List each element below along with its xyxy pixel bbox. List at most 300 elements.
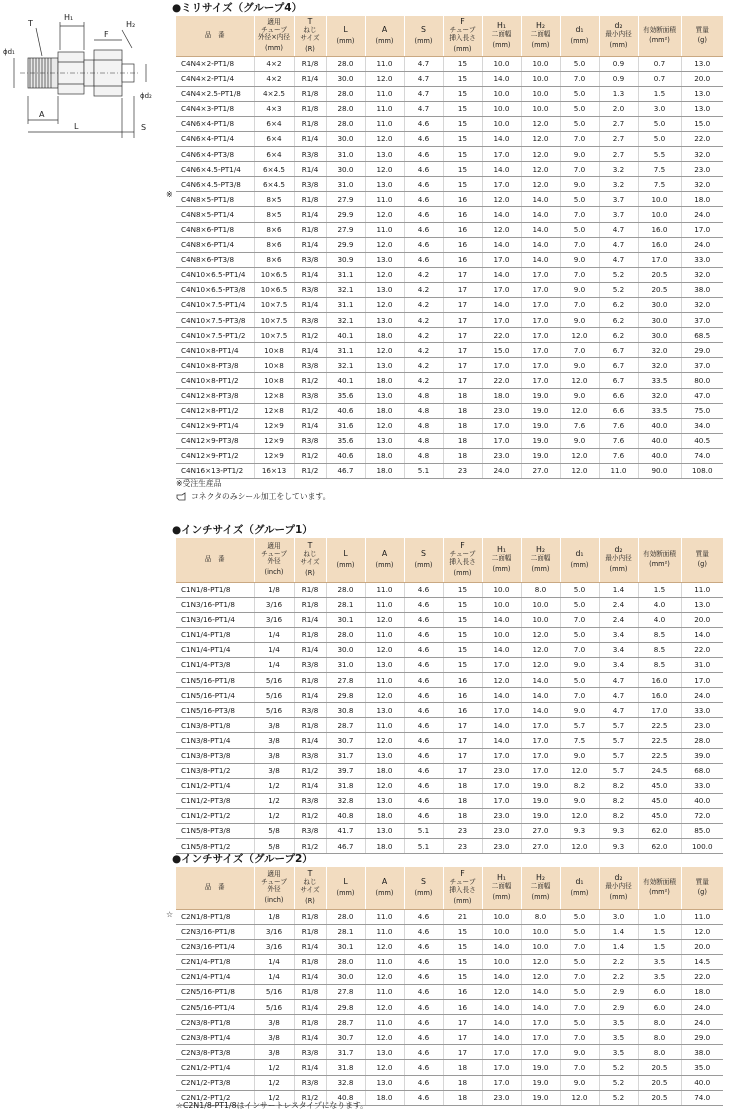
cell-mass: 17.0 — [681, 673, 723, 688]
cell-a: 11.0 — [365, 909, 404, 924]
cell-h2: 12.0 — [521, 147, 560, 162]
cell-area: 16.0 — [638, 688, 681, 703]
cell-tube-size: 3/8 — [254, 1030, 294, 1045]
cell-s: 4.6 — [404, 131, 443, 146]
cell-h1: 14.0 — [482, 267, 521, 282]
table-row — [176, 1075, 723, 1090]
cell-thread-size: R1/8 — [294, 718, 326, 733]
cell-h2: 17.0 — [521, 358, 560, 373]
cell-thread-size: R3/8 — [294, 703, 326, 718]
cell-h2: 17.0 — [521, 298, 560, 313]
cell-code: C4N6×4-PT3/8 — [176, 147, 254, 162]
cell-a: 12.0 — [365, 1030, 404, 1045]
cell-mass: 20.0 — [681, 939, 723, 954]
cell-l: 28.1 — [326, 924, 365, 939]
cell-mass: 24.0 — [681, 207, 723, 222]
cell-h2: 19.0 — [521, 1075, 560, 1090]
cell-h1: 17.0 — [482, 252, 521, 267]
cell-h2: 17.0 — [521, 328, 560, 343]
cell-tube-size: 12×8 — [254, 403, 294, 418]
cell-a: 13.0 — [365, 824, 404, 839]
col-header-line: チューブ — [449, 878, 476, 887]
cell-h2: 19.0 — [521, 448, 560, 463]
cell-code: C2N1/4-PT1/4 — [176, 969, 254, 984]
cell-l: 27.8 — [326, 673, 365, 688]
col-header-line: (mm²) — [649, 888, 670, 897]
cell-h2: 10.0 — [521, 71, 560, 86]
cell-l: 27.8 — [326, 984, 365, 999]
cell-s: 4.6 — [404, 688, 443, 703]
cell-d2: 6.7 — [599, 373, 638, 388]
col-header-line: (mm) — [414, 36, 433, 45]
cell-a: 12.0 — [365, 267, 404, 282]
cell-code: C2N1/4-PT1/8 — [176, 954, 254, 969]
cell-thread-size: R3/8 — [294, 824, 326, 839]
col-header-s — [404, 16, 443, 56]
cell-mass: 22.0 — [681, 969, 723, 984]
cell-d2: 1.3 — [599, 86, 638, 101]
col-header-s — [404, 867, 443, 909]
cell-tube-size: 5/16 — [254, 703, 294, 718]
cell-h1: 22.0 — [482, 328, 521, 343]
cell-tube-size: 10×8 — [254, 358, 294, 373]
cell-s: 4.7 — [404, 86, 443, 101]
cell-a: 13.0 — [365, 703, 404, 718]
col-header-line: A — [381, 548, 388, 558]
cell-h2: 17.0 — [521, 763, 560, 778]
table-row — [176, 282, 723, 297]
cell-d2: 2.7 — [599, 116, 638, 131]
cell-d1: 8.2 — [560, 778, 599, 793]
cell-s: 4.2 — [404, 343, 443, 358]
cell-l: 31.1 — [326, 298, 365, 313]
cell-f: 15 — [443, 954, 482, 969]
cell-f: 15 — [443, 969, 482, 984]
cell-tube-size: 1/2 — [254, 1060, 294, 1075]
cell-d2: 4.7 — [599, 222, 638, 237]
col-header-tube-size — [254, 867, 294, 909]
cell-mass: 13.0 — [681, 56, 723, 71]
cell-code: C4N8×5-PT1/8 — [176, 192, 254, 207]
cell-area: 17.0 — [638, 703, 681, 718]
cell-s: 4.6 — [404, 222, 443, 237]
cell-code: C4N4×2-PT1/4 — [176, 71, 254, 86]
cell-s: 4.2 — [404, 358, 443, 373]
col-header-area — [638, 538, 681, 582]
cell-mass: 22.0 — [681, 131, 723, 146]
cell-mass: 11.0 — [681, 909, 723, 924]
cell-s: 4.6 — [404, 1015, 443, 1030]
spec-table-inch-group2 — [176, 867, 723, 1106]
cell-h1: 14.0 — [482, 1000, 521, 1015]
col-header-line: d₁ — [575, 24, 584, 34]
spec-table-inch-group1 — [176, 538, 723, 854]
cell-code: C1N5/8-PT3/8 — [176, 824, 254, 839]
table-row — [176, 642, 723, 657]
cell-area: 0.7 — [638, 56, 681, 71]
cell-d2: 11.0 — [599, 464, 638, 479]
col-header-a — [365, 538, 404, 582]
insertless-mark: ☆ — [166, 910, 174, 919]
cell-l: 28.0 — [326, 627, 365, 642]
cell-code: C4N10×7.5-PT1/4 — [176, 298, 254, 313]
cell-a: 12.0 — [365, 939, 404, 954]
cell-h2: 10.0 — [521, 101, 560, 116]
cell-h1: 23.0 — [482, 403, 521, 418]
cell-f: 15 — [443, 582, 482, 597]
cell-area: 5.5 — [638, 147, 681, 162]
cell-h2: 17.0 — [521, 373, 560, 388]
cell-thread-size: R3/8 — [294, 147, 326, 162]
cell-s: 4.6 — [404, 116, 443, 131]
cell-s: 4.6 — [404, 597, 443, 612]
cell-l: 41.7 — [326, 824, 365, 839]
cell-mass: 108.0 — [681, 464, 723, 479]
cell-f: 17 — [443, 373, 482, 388]
col-header-line: L — [343, 24, 348, 34]
table-row — [176, 403, 723, 418]
cell-d1: 7.0 — [560, 237, 599, 252]
note-seal-text: コネクタのみシール加工をしています。 — [191, 492, 331, 501]
cell-s: 4.6 — [404, 582, 443, 597]
cell-tube-size: 1/2 — [254, 1075, 294, 1090]
cell-f: 16 — [443, 192, 482, 207]
cell-s: 4.6 — [404, 984, 443, 999]
col-header-line: 最小内径 — [605, 30, 632, 39]
cell-tube-size: 8×5 — [254, 207, 294, 222]
cell-l: 32.8 — [326, 793, 365, 808]
cell-a: 18.0 — [365, 448, 404, 463]
col-header-h1 — [482, 867, 521, 909]
cell-d1: 7.0 — [560, 267, 599, 282]
cell-f: 16 — [443, 688, 482, 703]
cell-h2: 17.0 — [521, 748, 560, 763]
cell-mass: 100.0 — [681, 839, 723, 854]
diagram-label-a: A — [39, 110, 45, 119]
table-row — [176, 418, 723, 433]
table-row — [176, 358, 723, 373]
cell-area: 1.5 — [638, 582, 681, 597]
cell-thread-size: R1/4 — [294, 939, 326, 954]
cell-h2: 17.0 — [521, 733, 560, 748]
cell-a: 11.0 — [365, 222, 404, 237]
col-header-line: 二面幅 — [491, 30, 512, 39]
col-header-line: L — [343, 876, 348, 886]
cell-f: 15 — [443, 71, 482, 86]
cell-s: 4.6 — [404, 627, 443, 642]
cell-f: 15 — [443, 162, 482, 177]
cell-mass: 80.0 — [681, 373, 723, 388]
table-row — [176, 222, 723, 237]
cell-s: 4.2 — [404, 267, 443, 282]
cell-mass: 11.0 — [681, 582, 723, 597]
cell-h1: 17.0 — [482, 1045, 521, 1060]
col-header-thread-size — [294, 538, 326, 582]
cell-h2: 17.0 — [521, 282, 560, 297]
col-header-line: (inch) — [264, 895, 284, 904]
cell-h2: 14.0 — [521, 703, 560, 718]
cell-h1: 23.0 — [482, 1090, 521, 1105]
cell-s: 4.6 — [404, 909, 443, 924]
cell-d2: 3.7 — [599, 192, 638, 207]
cell-h2: 14.0 — [521, 192, 560, 207]
cell-d2: 5.2 — [599, 1090, 638, 1105]
cell-h1: 17.0 — [482, 1060, 521, 1075]
cell-f: 15 — [443, 627, 482, 642]
cell-d1: 5.0 — [560, 984, 599, 999]
table-row — [176, 718, 723, 733]
cell-thread-size: R1/8 — [294, 924, 326, 939]
col-header-line: F — [460, 17, 465, 27]
cell-a: 13.0 — [365, 313, 404, 328]
cell-d1: 12.0 — [560, 403, 599, 418]
col-header-line: 質量 — [695, 549, 709, 558]
cell-mass: 13.0 — [681, 86, 723, 101]
cell-code: C2N3/8-PT1/8 — [176, 1015, 254, 1030]
cell-h1: 14.0 — [482, 207, 521, 222]
cell-f: 16 — [443, 237, 482, 252]
cell-a: 12.0 — [365, 688, 404, 703]
cell-l: 31.0 — [326, 657, 365, 672]
col-header-line: (mm) — [336, 888, 355, 897]
cell-d2: 5.7 — [599, 718, 638, 733]
cell-a: 11.0 — [365, 954, 404, 969]
cell-d2: 6.2 — [599, 313, 638, 328]
col-header-h2 — [521, 16, 560, 56]
col-header-thread-size — [294, 867, 326, 909]
col-header-line: T — [307, 541, 313, 551]
table-row — [176, 924, 723, 939]
cell-area: 22.5 — [638, 718, 681, 733]
cell-code: C1N3/8-PT3/8 — [176, 748, 254, 763]
cell-a: 13.0 — [365, 433, 404, 448]
cell-code: C4N4×2.5-PT1/8 — [176, 86, 254, 101]
cell-l: 40.8 — [326, 808, 365, 823]
col-header-line: 最小内径 — [605, 554, 632, 563]
cell-thread-size: R1/2 — [294, 763, 326, 778]
table-row — [176, 763, 723, 778]
cell-h2: 12.0 — [521, 627, 560, 642]
cell-d2: 5.7 — [599, 733, 638, 748]
cell-h2: 12.0 — [521, 177, 560, 192]
cell-h2: 19.0 — [521, 388, 560, 403]
cell-a: 18.0 — [365, 763, 404, 778]
cell-d2: 2.2 — [599, 954, 638, 969]
cell-d2: 6.6 — [599, 388, 638, 403]
cell-area: 20.5 — [638, 1060, 681, 1075]
col-header-line: (mm) — [492, 892, 511, 901]
cell-mass: 20.0 — [681, 71, 723, 86]
cell-f: 17 — [443, 1045, 482, 1060]
cell-d2: 3.0 — [599, 909, 638, 924]
cell-s: 4.8 — [404, 388, 443, 403]
cell-s: 4.6 — [404, 969, 443, 984]
cell-thread-size: R3/8 — [294, 1045, 326, 1060]
cell-h1: 14.0 — [482, 237, 521, 252]
cell-tube-size: 12×8 — [254, 388, 294, 403]
cell-h2: 17.0 — [521, 1045, 560, 1060]
cell-h2: 14.0 — [521, 237, 560, 252]
cell-code: C4N8×5-PT1/4 — [176, 207, 254, 222]
col-header-line: ねじ — [303, 878, 317, 887]
cell-code: C2N5/16-PT1/4 — [176, 1000, 254, 1015]
cell-l: 46.7 — [326, 464, 365, 479]
cell-h2: 27.0 — [521, 839, 560, 854]
col-header-line: サイズ — [300, 885, 320, 894]
cell-tube-size: 4×2 — [254, 56, 294, 71]
cell-f: 15 — [443, 177, 482, 192]
cell-h2: 12.0 — [521, 642, 560, 657]
cell-s: 4.6 — [404, 1045, 443, 1060]
cell-d2: 2.7 — [599, 131, 638, 146]
cell-area: 6.0 — [638, 1000, 681, 1015]
cell-d2: 2.4 — [599, 612, 638, 627]
cell-d1: 7.0 — [560, 939, 599, 954]
cell-h2: 8.0 — [521, 909, 560, 924]
cell-f: 17 — [443, 343, 482, 358]
cell-thread-size: R3/8 — [294, 388, 326, 403]
col-header-line: (inch) — [264, 567, 284, 576]
col-header-thread-size — [294, 16, 326, 56]
cell-a: 11.0 — [365, 627, 404, 642]
cell-mass: 68.0 — [681, 763, 723, 778]
cell-d1: 12.0 — [560, 373, 599, 388]
cell-thread-size: R3/8 — [294, 313, 326, 328]
cell-d1: 5.0 — [560, 924, 599, 939]
col-header-line: (mm) — [492, 564, 511, 573]
cell-tube-size: 1/4 — [254, 642, 294, 657]
cell-area: 30.0 — [638, 298, 681, 313]
cell-tube-size: 1/4 — [254, 627, 294, 642]
section-title-metric-group4: ●ミリサイズ（グループ4） — [172, 2, 303, 14]
cell-tube-size: 1/2 — [254, 793, 294, 808]
cell-f: 15 — [443, 116, 482, 131]
cell-l: 30.9 — [326, 252, 365, 267]
cell-code: C4N10×6.5-PT3/8 — [176, 282, 254, 297]
cell-area: 8.0 — [638, 1015, 681, 1030]
cell-h1: 23.0 — [482, 763, 521, 778]
cell-d1: 5.0 — [560, 192, 599, 207]
cell-f: 18 — [443, 808, 482, 823]
table-row — [176, 162, 723, 177]
cell-h2: 19.0 — [521, 1090, 560, 1105]
table-row — [176, 71, 723, 86]
cell-h1: 17.0 — [482, 177, 521, 192]
cell-a: 11.0 — [365, 86, 404, 101]
cell-tube-size: 4×2.5 — [254, 86, 294, 101]
cell-code: C1N3/8-PT1/8 — [176, 718, 254, 733]
diagram-label-h2: H₂ — [126, 20, 136, 29]
cell-tube-size: 3/8 — [254, 763, 294, 778]
cell-l: 32.8 — [326, 1075, 365, 1090]
cell-d1: 5.0 — [560, 222, 599, 237]
cell-h2: 14.0 — [521, 222, 560, 237]
cell-l: 29.9 — [326, 237, 365, 252]
cell-a: 18.0 — [365, 403, 404, 418]
cell-d2: 8.2 — [599, 808, 638, 823]
cell-d2: 2.0 — [599, 101, 638, 116]
cell-f: 18 — [443, 403, 482, 418]
cell-tube-size: 1/4 — [254, 969, 294, 984]
cell-d2: 3.5 — [599, 1015, 638, 1030]
cell-thread-size: R1/2 — [294, 448, 326, 463]
cell-d2: 0.9 — [599, 71, 638, 86]
table-row — [176, 909, 723, 924]
cell-s: 4.6 — [404, 207, 443, 222]
cell-d2: 1.4 — [599, 939, 638, 954]
cell-d1: 5.7 — [560, 718, 599, 733]
cell-h1: 10.0 — [482, 597, 521, 612]
col-header-code: 品 番 — [176, 538, 254, 582]
table-row — [176, 373, 723, 388]
cell-tube-size: 1/2 — [254, 1090, 294, 1105]
cell-code: C4N12×9-PT3/8 — [176, 433, 254, 448]
cell-h2: 10.0 — [521, 597, 560, 612]
cell-d2: 5.2 — [599, 1060, 638, 1075]
cell-s: 4.6 — [404, 147, 443, 162]
cell-mass: 37.0 — [681, 313, 723, 328]
cell-h2: 14.0 — [521, 688, 560, 703]
table-row — [176, 252, 723, 267]
cell-h2: 27.0 — [521, 824, 560, 839]
cell-d2: 5.2 — [599, 267, 638, 282]
cell-area: 4.0 — [638, 612, 681, 627]
cell-area: 22.5 — [638, 748, 681, 763]
cell-s: 4.6 — [404, 642, 443, 657]
col-header-line: (mm) — [570, 560, 589, 569]
cell-d1: 7.0 — [560, 207, 599, 222]
cell-code: C4N10×8-PT3/8 — [176, 358, 254, 373]
col-header-h1 — [482, 16, 521, 56]
cell-a: 18.0 — [365, 839, 404, 854]
cell-thread-size: R1/2 — [294, 839, 326, 854]
table-row — [176, 1060, 723, 1075]
cell-f: 17 — [443, 313, 482, 328]
cell-h1: 14.0 — [482, 131, 521, 146]
cell-thread-size: R1/4 — [294, 778, 326, 793]
diagram-label-l: L — [74, 122, 79, 131]
cell-mass: 75.0 — [681, 403, 723, 418]
cell-a: 13.0 — [365, 177, 404, 192]
cell-mass: 13.0 — [681, 597, 723, 612]
cell-h2: 10.0 — [521, 86, 560, 101]
cell-d1: 7.0 — [560, 1060, 599, 1075]
cell-l: 32.1 — [326, 313, 365, 328]
cell-d1: 7.6 — [560, 418, 599, 433]
cell-s: 4.7 — [404, 71, 443, 86]
col-header-line: S — [421, 876, 426, 886]
col-header-line: F — [460, 869, 465, 879]
cell-thread-size: R3/8 — [294, 252, 326, 267]
cell-f: 17 — [443, 1015, 482, 1030]
cell-code: C4N10×7.5-PT3/8 — [176, 313, 254, 328]
col-header-line: 有効断面積 — [643, 877, 676, 886]
cell-mass: 23.0 — [681, 162, 723, 177]
col-header-line: 有効断面積 — [643, 549, 676, 558]
cell-code: C4N16×13-PT1/2 — [176, 464, 254, 479]
cell-code: C1N5/8-PT1/2 — [176, 839, 254, 854]
cell-code: C1N1/2-PT1/4 — [176, 778, 254, 793]
col-header-line: (mm²) — [649, 560, 670, 569]
cell-mass: 32.0 — [681, 267, 723, 282]
cell-a: 18.0 — [365, 808, 404, 823]
cell-thread-size: R3/8 — [294, 358, 326, 373]
cell-area: 33.5 — [638, 403, 681, 418]
cell-area: 5.0 — [638, 116, 681, 131]
cell-code: C1N5/16-PT3/8 — [176, 703, 254, 718]
cell-mass: 12.0 — [681, 924, 723, 939]
col-header-line: A — [381, 24, 388, 34]
